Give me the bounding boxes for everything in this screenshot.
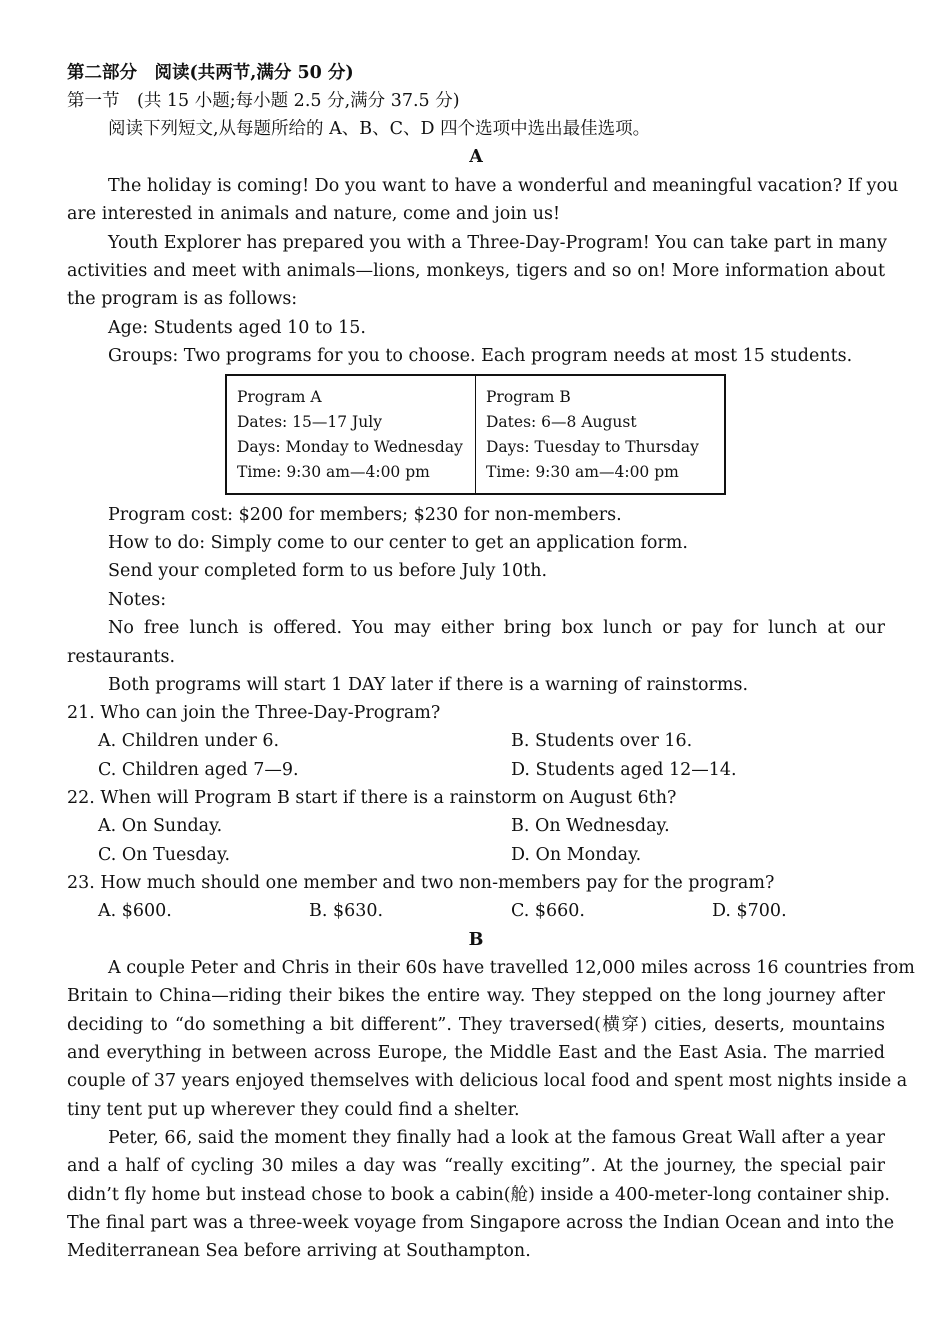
program-a-time: Time: 9:30 am—4:00 pm [237,463,430,481]
q22-option-b: B. On Wednesday. [511,816,670,836]
passage-b-label: B [468,930,484,950]
program-a-name: Program A [237,388,322,406]
passage-b-p1-line2: Britain to China—riding their bikes the entire way. They stepped on the long journey after [67,986,885,1006]
passage-b-p2-line4: The final part was a three-week voyage from Singapore across the Indian Ocean and into the [67,1213,895,1233]
notes-label: Notes: [108,590,167,610]
passage-b-p1-line3: deciding to “do something a bit different”. They traversed(横穿) cities, deserts, mountains [67,1015,885,1035]
q23-option-b: B. $630. [309,901,384,921]
passage-b-p1-line6: tiny tent put up wherever they could find a shelter. [67,1100,520,1120]
q23-stem: 23. How much should one member and two non-members pay for the program? [67,873,775,893]
age-line: Age: Students aged 10 to 15. [108,318,366,338]
program-b-days: Days: Tuesday to Thursday [486,438,699,456]
q21-option-d: D. Students aged 12—14. [511,760,737,780]
q23-option-d: D. $700. [712,901,787,921]
send-line: Send your completed form to us before July 10th. [108,561,548,581]
q23-option-a: A. $600. [98,901,172,921]
passage-b-p1-line5: couple of 37 years enjoyed themselves with delicious local food and spent most nights inside a [67,1071,908,1091]
program-a-days: Days: Monday to Wednesday [237,438,463,456]
passage-b-p2-line1: Peter, 66, said the moment they finally had a look at the famous Great Wall after a year [108,1128,885,1148]
program-b-dates: Dates: 6—8 August [486,413,637,431]
q21-option-c: C. Children aged 7—9. [98,760,299,780]
program-table [225,374,726,495]
program-a-dates: Dates: 15—17 July [237,413,382,431]
section-title: 第一节 (共 15 小题;每小题 2.5 分,满分 37.5 分) [67,91,460,111]
passage-a-label: A [469,147,483,167]
q23-option-c: C. $660. [511,901,585,921]
program-b-time: Time: 9:30 am—4:00 pm [486,463,679,481]
instruction: 阅读下列短文,从每题所给的 A、B、C、D 四个选项中选出最佳选项。 [108,119,651,139]
groups-line: Groups: Two programs for you to choose. Each program needs at most 15 students. [108,346,853,366]
q21-option-b: B. Students over 16. [511,731,693,751]
note2-line: Both programs will start 1 DAY later if there is a warning of rainstorms. [108,675,749,695]
passage-b-p2-line5: Mediterranean Sea before arriving at Southampton. [67,1241,531,1261]
passage-b-p1-line1: A couple Peter and Chris in their 60s have travelled 12,000 miles across 16 countries from [108,958,915,978]
q21-option-a: A. Children under 6. [98,731,280,751]
passage-a-p2-line3: the program is as follows: [67,289,298,309]
passage-a-p1-line1: The holiday is coming! Do you want to have a wonderful and meaningful vacation? If you [108,176,899,196]
passage-a-p2-line2: activities and meet with animals—lions, monkeys, tigers and so on! More information about [67,261,885,281]
note1-line2: restaurants. [67,647,176,667]
q22-stem: 22. When will Program B start if there is a rainstorm on August 6th? [67,788,677,808]
q22-option-a: A. On Sunday. [98,816,223,836]
cost-line: Program cost: $200 for members; $230 for non-members. [108,505,622,525]
note1-line1: No free lunch is offered. You may either bring box lunch or pay for lunch at our [108,618,885,638]
passage-b-p2-line3: didn’t fly home but instead chose to book a cabin(舱) inside a 400-meter-long container ship. [67,1185,890,1205]
q21-stem: 21. Who can join the Three-Day-Program? [67,703,441,723]
q22-option-c: C. On Tuesday. [98,845,231,865]
q22-option-d: D. On Monday. [511,845,642,865]
passage-b-p1-line4: and everything in between across Europe, the Middle East and the East Asia. The married [67,1043,885,1063]
program-b-name: Program B [486,388,571,406]
passage-a-p1-line2: are interested in animals and nature, come and join us! [67,204,561,224]
part-title: 第二部分 阅读(共两节,满分 50 分) [67,63,354,83]
program-b-cell [476,375,726,494]
passage-b-p2-line2: and a half of cycling 30 miles a day was “really exciting”. At the journey, the special pair [67,1156,885,1176]
passage-a-p2-line1: Youth Explorer has prepared you with a Three-Day-Program! You can take part in many [108,233,888,253]
program-a-cell [226,375,476,494]
how-to-line: How to do: Simply come to our center to get an application form. [108,533,688,553]
